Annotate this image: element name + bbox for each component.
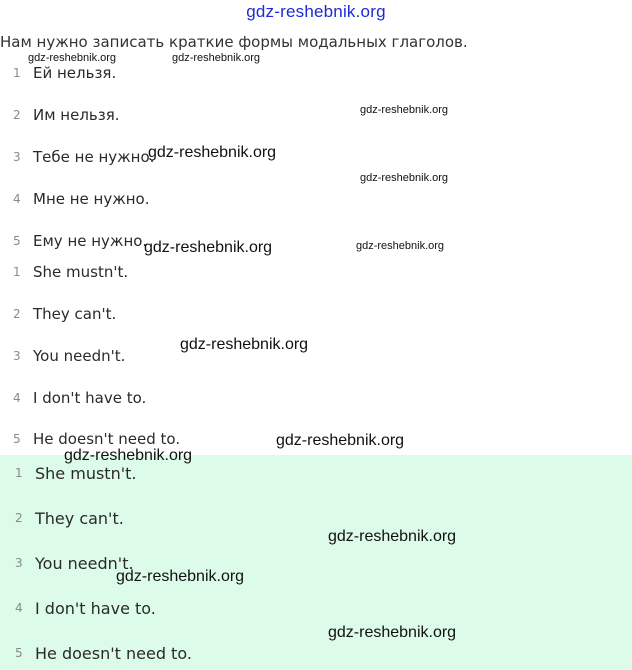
item-number: 1 — [13, 265, 21, 279]
instruction-text: Нам нужно записать краткие формы модальных глаголов. — [0, 33, 468, 51]
item-number: 5 — [15, 646, 23, 660]
list-item — [0, 462, 136, 484]
item-number: 3 — [13, 349, 21, 363]
watermark: gdz-reshebnik.org — [144, 239, 273, 256]
watermark: gdz-reshebnik.org — [64, 447, 193, 464]
watermark: gdz-reshebnik.org — [28, 52, 117, 64]
watermark: gdz-reshebnik.org — [328, 528, 457, 545]
item-text: She mustn't. — [35, 463, 137, 483]
item-text: He doesn't need to. — [33, 430, 181, 448]
watermark: gdz-reshebnik.org — [356, 240, 445, 252]
item-text: Тебе не нужно. — [33, 148, 155, 166]
item-text: They can't. — [35, 508, 124, 528]
answer-panel — [0, 455, 632, 670]
item-text: Им нельзя. — [33, 106, 120, 124]
list-item — [0, 261, 128, 283]
list-item — [0, 642, 192, 664]
watermark: gdz-reshebnik.org — [328, 624, 457, 641]
item-number: 2 — [13, 108, 21, 122]
item-text: Ей нельзя. — [33, 64, 117, 82]
item-number: 1 — [13, 66, 21, 80]
list-item — [0, 62, 116, 84]
item-number: 5 — [13, 432, 21, 446]
watermark: gdz-reshebnik.org — [180, 336, 309, 353]
list-item — [0, 146, 154, 168]
item-text: You needn't. — [35, 553, 134, 573]
item-text: I don't have to. — [35, 598, 156, 618]
list-item — [0, 230, 147, 252]
watermark: gdz-reshebnik.org — [148, 144, 277, 161]
watermark-header: gdz-reshebnik.org — [246, 2, 386, 21]
item-text: She mustn't. — [33, 263, 129, 281]
list-item — [0, 387, 146, 409]
item-number: 2 — [15, 511, 23, 525]
list-item — [0, 188, 150, 210]
watermark: gdz-reshebnik.org — [276, 432, 405, 449]
watermark: gdz-reshebnik.org — [172, 52, 261, 64]
list-item — [0, 507, 124, 529]
item-text: Мне не нужно. — [33, 190, 150, 208]
watermark: gdz-reshebnik.org — [360, 172, 449, 184]
item-text: Ему не нужно. — [33, 232, 148, 250]
list-item — [0, 104, 120, 126]
item-number: 1 — [15, 466, 23, 480]
watermark: gdz-reshebnik.org — [360, 104, 449, 116]
item-number: 5 — [13, 234, 21, 248]
watermark: gdz-reshebnik.org — [116, 568, 245, 585]
item-number: 4 — [15, 601, 23, 615]
item-text: You needn't. — [33, 347, 126, 365]
item-number: 3 — [13, 150, 21, 164]
item-text: He doesn't need to. — [35, 643, 192, 663]
item-number: 3 — [15, 556, 23, 570]
item-text: I don't have to. — [33, 389, 147, 407]
list-item — [0, 597, 156, 619]
list-item — [0, 345, 125, 367]
item-number: 4 — [13, 391, 21, 405]
list-item — [0, 552, 134, 574]
item-text: They can't. — [33, 305, 117, 323]
item-number: 2 — [13, 307, 21, 321]
list-item — [0, 303, 116, 325]
item-number: 4 — [13, 192, 21, 206]
